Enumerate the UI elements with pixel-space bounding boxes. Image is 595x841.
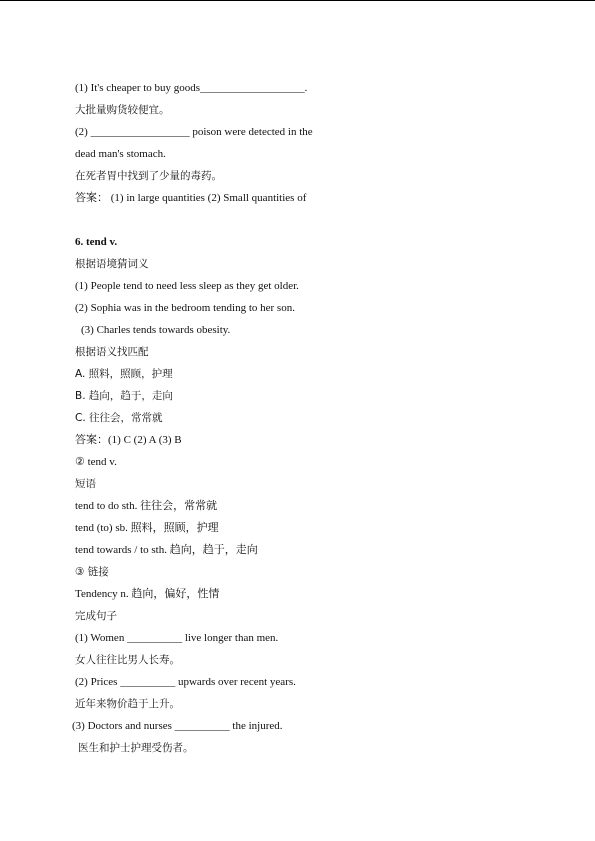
exercise-1-translation: 大批量购货较便宜。 — [75, 104, 170, 116]
phrases-heading: 短语 — [75, 478, 96, 490]
tendency-entry: Tendency n. 趋向，偏好，性情 — [75, 588, 220, 600]
option-b: B. 趋向，趋于，走向 — [75, 390, 173, 402]
option-c: C. 往往会，常常就 — [75, 412, 163, 424]
link-heading: ③ 链接 — [75, 566, 109, 578]
tend-verb-heading: ② tend v. — [75, 456, 117, 468]
guess-meaning-heading: 根据语境猜词义 — [75, 258, 149, 270]
exercise-2-sentence-part1: (2) __________________ poison were detected in the — [75, 126, 313, 138]
complete-sentence-2: (2) Prices __________ upwards over recent years. — [75, 676, 296, 688]
document-body — [72, 77, 575, 759]
option-a: A. 照料，照顾，护理 — [75, 368, 173, 380]
phrase-3: tend towards / to sth. 趋向，趋于，走向 — [75, 544, 258, 556]
example-sentence-3: (3) Charles tends towards obesity. — [81, 324, 231, 336]
example-sentence-1: (1) People tend to need less sleep as they get older. — [75, 280, 299, 292]
section-heading-tend: 6. tend v. — [75, 236, 118, 248]
phrase-1: tend to do sth. 往往会，常常就 — [75, 500, 218, 512]
complete-sentence-3-translation: 医生和护士护理受伤者。 — [78, 742, 194, 754]
exercise-2-sentence-part2: dead man's stomach. — [75, 148, 166, 160]
example-sentence-2: (2) Sophia was in the bedroom tending to her son. — [75, 302, 295, 314]
complete-sentence-2-translation: 近年来物价趋于上升。 — [75, 698, 180, 710]
spacer — [75, 209, 575, 231]
exercise-2-translation: 在死者胃中找到了少量的毒药。 — [75, 170, 222, 182]
top-rule — [0, 0, 595, 1]
complete-sentence-1: (1) Women __________ live longer than men. — [75, 632, 279, 644]
answer-line-2: 答案：(1) C (2) A (3) B — [75, 434, 182, 446]
complete-sentence-3: (3) Doctors and nurses __________ the injured. — [72, 720, 283, 732]
answer-line-1: 答案： (1) in large quantities (2) Small quantities of — [75, 192, 307, 204]
complete-sentences-heading: 完成句子 — [75, 610, 117, 622]
match-meaning-heading: 根据语义找匹配 — [75, 346, 149, 358]
exercise-1-sentence: (1) It's cheaper to buy goods___________________. — [75, 82, 308, 94]
phrase-2: tend (to) sb. 照料，照顾，护理 — [75, 522, 219, 534]
complete-sentence-1-translation: 女人往往比男人长寿。 — [75, 654, 180, 666]
